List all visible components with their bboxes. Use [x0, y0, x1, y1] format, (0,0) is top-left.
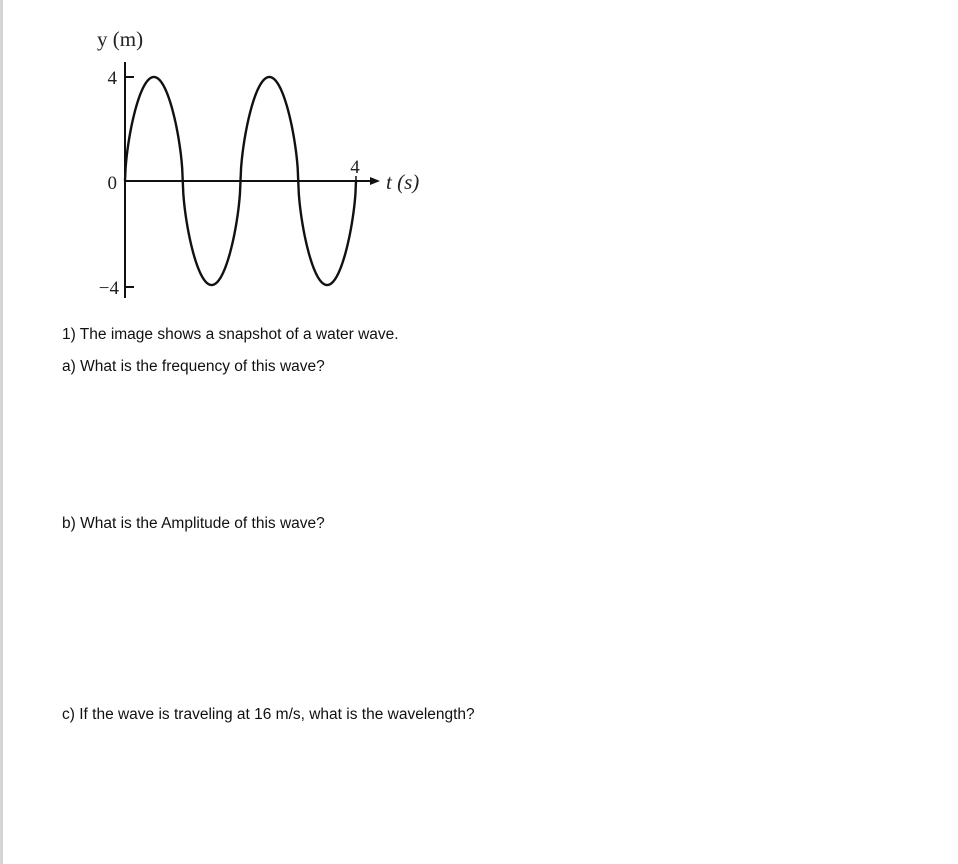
wave-graph: [0, 0, 460, 310]
x-axis-label: t (s): [386, 170, 420, 194]
y-tick-label-0: 0: [107, 173, 117, 194]
question-a: a) What is the frequency of this wave?: [62, 358, 325, 375]
question-c: c) If the wave is traveling at 16 m/s, what is the wavelength?: [62, 706, 475, 723]
x-axis-arrowhead: [370, 177, 380, 185]
x-tick-label-4: 4: [350, 157, 360, 178]
y-axis-label: y (m): [97, 27, 144, 51]
question-intro: 1) The image shows a snapshot of a water wave.: [62, 326, 399, 343]
y-tick-label-minus-4: −4: [98, 278, 119, 299]
y-tick-label-4: 4: [107, 68, 117, 89]
question-b: b) What is the Amplitude of this wave?: [62, 515, 325, 532]
